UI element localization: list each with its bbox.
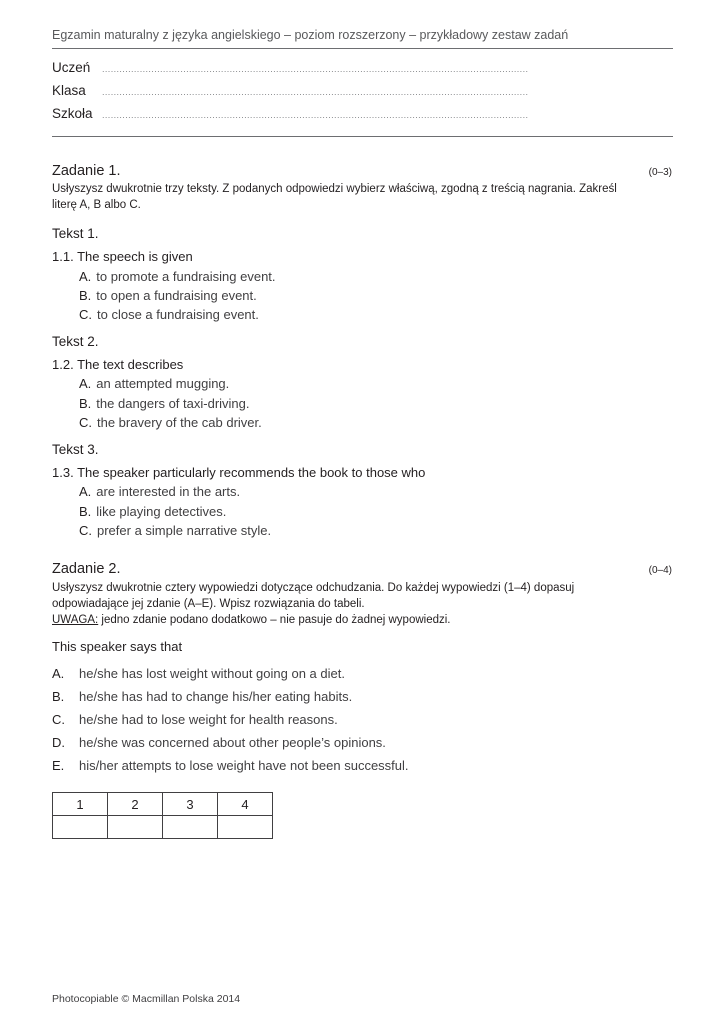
school-field [52, 106, 529, 121]
option-text: are interested in the arts. [96, 484, 241, 499]
option-letter: C. [79, 307, 92, 322]
statement-text: he/she had to lose weight for health reasons. [79, 712, 338, 727]
option-text: to promote a fundraising event. [96, 269, 276, 284]
answer-option[interactable] [79, 504, 226, 519]
option-letter: A. [79, 376, 92, 391]
instruction-line: Usłyszysz dwukrotnie trzy teksty. Z podanych odpowiedzi wybierz właściwą, zgodną z treścią nagrania. Zakreśl [52, 183, 617, 195]
statement-text: he/she has had to change his/her eating habits. [79, 689, 353, 704]
answer-table [52, 792, 273, 839]
option-text: to close a fundraising event. [97, 307, 259, 322]
question-text: The text describes [77, 357, 184, 372]
instruction-line: odpowiadające jej zdanie (A–E). Wpisz rozwiązania do tabeli. [52, 598, 365, 610]
question-1-2 [52, 357, 183, 372]
option-text: to open a fundraising event. [96, 288, 257, 303]
task-1-title: Zadanie 1. [52, 163, 121, 179]
divider [52, 48, 673, 49]
divider [52, 136, 673, 137]
statement-letter: E. [52, 758, 65, 773]
task-1-points: (0–3) [648, 167, 672, 178]
dotted-line: ................................................................................................................................................... [102, 64, 529, 74]
answer-option[interactable] [79, 269, 276, 284]
answer-option[interactable] [79, 396, 250, 411]
question-text: The speech is given [77, 249, 193, 264]
dotted-line: ................................................................................................................................................... [102, 87, 529, 97]
instruction-line: Usłyszysz dwukrotnie cztery wypowiedzi dotyczące odchudzania. Do każdej wypowiedzi (1–4) dopasuj [52, 582, 575, 594]
question-1-1 [52, 249, 193, 264]
note-text: jedno zdanie podano dodatkowo – nie pasuje do żadnej wypowiedzi. [98, 614, 451, 626]
answer-cell[interactable] [163, 816, 218, 839]
statement-letter: A. [52, 666, 65, 681]
class-field [52, 83, 529, 98]
option-letter: A. [79, 269, 92, 284]
table-answer-row [53, 816, 273, 839]
field-label: Szkoła [52, 106, 93, 121]
dotted-line: ................................................................................................................................................... [102, 110, 529, 120]
note-line [52, 612, 673, 628]
text-2-label: Tekst 2. [52, 334, 99, 349]
text-1-label: Tekst 1. [52, 226, 99, 241]
statement-item [52, 712, 338, 727]
task-2-points: (0–4) [648, 565, 672, 576]
option-letter: B. [79, 288, 92, 303]
question-number: 1.1. [52, 249, 74, 264]
task-2-title: Zadanie 2. [52, 561, 121, 577]
question-number: 1.3. [52, 465, 74, 480]
question-number: 1.2. [52, 357, 74, 372]
footer-copyright: Photocopiable © Macmillan Polska 2014 [52, 993, 241, 1005]
statement-item [52, 689, 352, 704]
statement-item [52, 735, 386, 750]
question-text: The speaker particularly recommends the book to those who [77, 465, 426, 480]
statement-text: his/her attempts to lose weight have not been successful. [79, 758, 409, 773]
exam-title: Egzamin maturalny z języka angielskiego – poziom rozszerzony – przykładowy zestaw zadań [52, 28, 569, 42]
option-text: the dangers of taxi-driving. [96, 396, 250, 411]
student-name-field [52, 60, 529, 75]
answer-option[interactable] [79, 415, 262, 430]
statement-letter: D. [52, 735, 65, 750]
answer-cell[interactable] [108, 816, 163, 839]
question-1-3 [52, 465, 425, 480]
table-header-cell: 2 [108, 793, 163, 816]
table-header-cell: 3 [163, 793, 218, 816]
statement-item [52, 758, 409, 773]
task-1-instruction [52, 181, 673, 213]
table-header-cell: 1 [53, 793, 108, 816]
table-header-cell: 4 [218, 793, 273, 816]
option-text: like playing detectives. [96, 504, 227, 519]
field-label: Klasa [52, 83, 86, 98]
statement-item [52, 666, 345, 681]
table-header-row [53, 793, 273, 816]
task-2-instruction [52, 580, 673, 628]
option-text: an attempted mugging. [96, 376, 230, 391]
statement-text: he/she has lost weight without going on a diet. [79, 666, 345, 681]
answer-cell[interactable] [218, 816, 273, 839]
answer-option[interactable] [79, 376, 229, 391]
option-letter: B. [79, 504, 92, 519]
answer-cell[interactable] [53, 816, 108, 839]
option-letter: C. [79, 415, 92, 430]
task-2-lead: This speaker says that [52, 639, 183, 654]
option-letter: A. [79, 484, 92, 499]
option-letter: C. [79, 523, 92, 538]
note-label: UWAGA: [52, 614, 99, 626]
statement-letter: C. [52, 712, 65, 727]
answer-option[interactable] [79, 307, 259, 322]
option-text: prefer a simple narrative style. [97, 523, 272, 538]
answer-option[interactable] [79, 484, 240, 499]
instruction-line: literę A, B albo C. [52, 199, 141, 211]
option-text: the bravery of the cab driver. [97, 415, 262, 430]
statement-text: he/she was concerned about other people’s opinions. [79, 735, 386, 750]
option-letter: B. [79, 396, 92, 411]
statement-letter: B. [52, 689, 65, 704]
answer-option[interactable] [79, 288, 257, 303]
text-3-label: Tekst 3. [52, 442, 99, 457]
field-label: Uczeń [52, 60, 91, 75]
answer-option[interactable] [79, 523, 271, 538]
